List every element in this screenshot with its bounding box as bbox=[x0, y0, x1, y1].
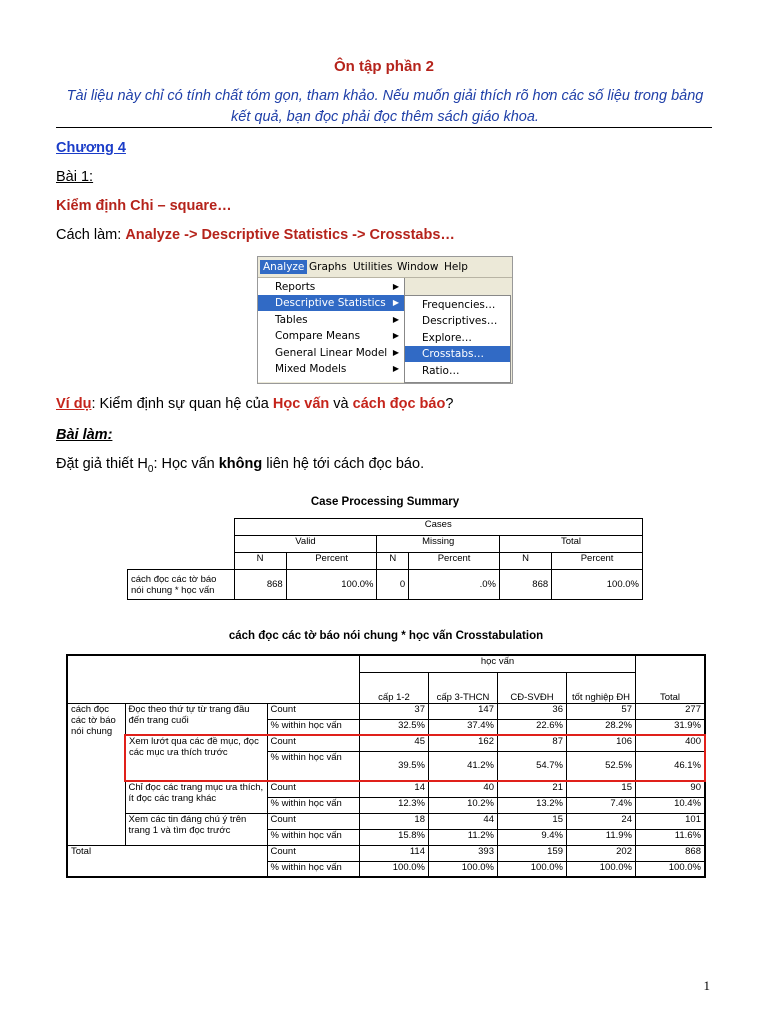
summary-caption: Case Processing Summary bbox=[310, 496, 460, 508]
table-cell: 202 bbox=[567, 845, 636, 861]
howto-label: Cách làm: bbox=[56, 227, 126, 243]
table-cell: cách đọc các tờ báo nói chung * học vấn bbox=[128, 570, 235, 600]
arrow-right-icon: ▶ bbox=[392, 331, 399, 340]
menu-graphs[interactable]: Graphs bbox=[309, 261, 347, 273]
table-cell: % within học vấn bbox=[267, 719, 360, 735]
table-cell: 12.3% bbox=[360, 797, 429, 813]
table-cell: Đọc theo thứ tự từ trang đầu đến trang cuối bbox=[125, 703, 267, 735]
submenu-descriptives[interactable]: Descriptives… bbox=[422, 315, 498, 327]
table-cell: % within học vấn bbox=[267, 829, 360, 845]
table-row bbox=[67, 703, 705, 719]
table-cell: 100.0% bbox=[429, 861, 498, 877]
table-cell: Count bbox=[267, 845, 360, 861]
table-cell: cấp 1-2 bbox=[360, 672, 429, 703]
table-cell: % within học vấn bbox=[267, 797, 360, 813]
table-cell: CĐ-SVĐH bbox=[498, 672, 567, 703]
table-cell: cấp 3-THCN bbox=[429, 672, 498, 703]
table-cell: 7.4% bbox=[567, 797, 636, 813]
hypothesis-line: Đặt giả thiết $H_0$: Học vấn không liên hệ tới cách đọc báo. bbox=[56, 456, 425, 475]
table-cell: % within học vấn bbox=[267, 861, 360, 877]
table-cell: Count bbox=[267, 781, 360, 797]
table-cell: N bbox=[377, 553, 409, 570]
table-cell: Count bbox=[267, 813, 360, 829]
menu-analyze[interactable]: Analyze bbox=[260, 260, 307, 274]
table-cell: 277 bbox=[636, 703, 706, 719]
table-cell: Percent bbox=[552, 553, 643, 570]
arrow-right-icon: ▶ bbox=[392, 282, 399, 291]
table-cell: Chỉ đọc các trang mục ưa thích, ít đọc các trang khác bbox=[125, 781, 267, 813]
table-cell: 18 bbox=[360, 813, 429, 829]
arrow-right-icon: ▶ bbox=[392, 298, 399, 307]
table-cell: 100.0% bbox=[552, 570, 643, 600]
analyze-dropdown bbox=[258, 278, 405, 382]
table-cell: 100.0% bbox=[567, 861, 636, 877]
table-cell: 24 bbox=[567, 813, 636, 829]
table-cell: học vấn bbox=[360, 655, 636, 672]
table-cell: Missing bbox=[377, 536, 499, 553]
table-cell: Xem các tin đáng chú ý trên trang 1 và tìm đọc trước bbox=[125, 813, 267, 845]
table-cell: Total bbox=[636, 655, 706, 703]
table-cell: 15 bbox=[498, 813, 567, 829]
table-cell: Percent bbox=[286, 553, 377, 570]
table-cell bbox=[67, 655, 360, 703]
table-cell: 52.5% bbox=[567, 751, 636, 781]
example-line: Ví dụ: Kiểm định sự quan hệ của Học vấn và cách đọc báo? bbox=[56, 396, 454, 412]
table-row bbox=[67, 735, 705, 751]
table-cell: 57 bbox=[567, 703, 636, 719]
lesson-heading: Bài 1: bbox=[56, 169, 94, 185]
table-cell: N bbox=[499, 553, 551, 570]
table-cell: Total bbox=[499, 536, 642, 553]
arrow-right-icon: ▶ bbox=[392, 315, 399, 324]
crosstab-table bbox=[66, 654, 706, 878]
table-row bbox=[128, 570, 643, 600]
table-cell: 868 bbox=[499, 570, 551, 600]
table-row bbox=[67, 845, 705, 861]
table-cell: 100.0% bbox=[360, 861, 429, 877]
arrow-right-icon: ▶ bbox=[392, 364, 399, 373]
table-cell: 868 bbox=[636, 845, 706, 861]
table-cell: 37.4% bbox=[429, 719, 498, 735]
solution-label: Bài làm: bbox=[56, 427, 113, 443]
table-cell: 40 bbox=[429, 781, 498, 797]
table-cell: cách đọc các tờ báo nói chung bbox=[67, 703, 125, 845]
table-cell: Cases bbox=[234, 519, 643, 536]
table-cell: 15.8% bbox=[360, 829, 429, 845]
table-cell: 162 bbox=[429, 735, 498, 751]
table-cell: 36 bbox=[498, 703, 567, 719]
table-cell: 45 bbox=[360, 735, 429, 751]
menu-item-reports[interactable]: Reports ▶ bbox=[275, 281, 399, 293]
table-cell: 0 bbox=[377, 570, 409, 600]
case-processing-table bbox=[127, 518, 643, 600]
menu-item-descriptive-statistics[interactable]: Descriptive Statistics ▶ bbox=[258, 295, 404, 311]
table-cell: 41.2% bbox=[429, 751, 498, 781]
table-cell: Xem lướt qua các đề mục, đọc các mục ưa thích trước bbox=[125, 735, 267, 781]
chapter-heading: Chương 4 bbox=[56, 140, 126, 156]
submenu-explore[interactable]: Explore… bbox=[422, 332, 472, 344]
table-cell: 100.0% bbox=[498, 861, 567, 877]
howto-line bbox=[56, 227, 455, 243]
table-cell: Valid bbox=[234, 536, 377, 553]
table-cell: % within học vấn bbox=[267, 751, 360, 781]
menu-item-tables[interactable]: Tables ▶ bbox=[275, 314, 399, 326]
page-number: 1 bbox=[703, 978, 710, 993]
table-cell: 90 bbox=[636, 781, 706, 797]
table-cell: 87 bbox=[498, 735, 567, 751]
page-title: Ôn tập phần 2 bbox=[333, 58, 434, 75]
table-cell: 400 bbox=[636, 735, 706, 751]
submenu-ratio[interactable]: Ratio… bbox=[422, 365, 460, 377]
intro-text: Tài liệu này chỉ có tính chất tóm gọn, tham khảo. Nếu muốn giải thích rõ hơn các số liệu trong bảng kết quả, bạn đọc phải đọc thêm sách giáo khoa. bbox=[66, 88, 704, 125]
table-cell: 28.2% bbox=[567, 719, 636, 735]
table-cell: 37 bbox=[360, 703, 429, 719]
submenu-crosstabs[interactable]: Crosstabs… bbox=[405, 346, 510, 362]
table-cell: 393 bbox=[429, 845, 498, 861]
table-cell: 21 bbox=[498, 781, 567, 797]
table-cell: 11.2% bbox=[429, 829, 498, 845]
table-cell: 106 bbox=[567, 735, 636, 751]
arrow-right-icon: ▶ bbox=[392, 348, 399, 357]
descriptive-submenu bbox=[404, 295, 511, 383]
menu-item-general-linear-model[interactable]: General Linear Model ▶ bbox=[275, 347, 399, 359]
table-cell: 100.0% bbox=[636, 861, 706, 877]
table-cell: 10.2% bbox=[429, 797, 498, 813]
table-row bbox=[128, 519, 643, 536]
table-cell: 11.9% bbox=[567, 829, 636, 845]
table-cell: 54.7% bbox=[498, 751, 567, 781]
menu-bar bbox=[258, 257, 512, 278]
submenu-frequencies[interactable]: Frequencies… bbox=[422, 299, 496, 311]
howto-path: Analyze -> Descriptive Statistics -> Crosstabs… bbox=[125, 227, 455, 243]
table-cell: 31.9% bbox=[636, 719, 706, 735]
menu-utilities[interactable]: Utilities bbox=[353, 261, 393, 273]
table-cell: 11.6% bbox=[636, 829, 706, 845]
table-cell bbox=[128, 519, 235, 570]
menu-window[interactable]: Window bbox=[397, 261, 439, 273]
table-cell: Count bbox=[267, 735, 360, 751]
table-cell: 101 bbox=[636, 813, 706, 829]
table-cell: 100.0% bbox=[286, 570, 377, 600]
table-cell: 15 bbox=[567, 781, 636, 797]
table-cell: 10.4% bbox=[636, 797, 706, 813]
table-cell: 159 bbox=[498, 845, 567, 861]
table-row bbox=[67, 781, 705, 797]
divider bbox=[56, 127, 712, 128]
table-row bbox=[67, 813, 705, 829]
table-cell: 46.1% bbox=[636, 751, 706, 781]
table-cell: 22.6% bbox=[498, 719, 567, 735]
table-cell: 9.4% bbox=[498, 829, 567, 845]
table-cell: tốt nghiệp ĐH bbox=[567, 672, 636, 703]
spss-menu-screenshot bbox=[257, 256, 513, 384]
table-cell: 868 bbox=[234, 570, 286, 600]
table-cell: 39.5% bbox=[360, 751, 429, 781]
table-cell: Total bbox=[67, 845, 267, 877]
menu-item-compare-means[interactable]: Compare Means ▶ bbox=[275, 330, 399, 342]
test-title: Kiểm định Chi – square… bbox=[56, 198, 232, 214]
crosstab-caption: cách đọc các tờ báo nói chung * học vấn Crosstabulation bbox=[228, 630, 544, 642]
table-cell: 44 bbox=[429, 813, 498, 829]
table-cell: .0% bbox=[409, 570, 500, 600]
table-cell: Count bbox=[267, 703, 360, 719]
table-cell: 13.2% bbox=[498, 797, 567, 813]
table-cell: Percent bbox=[409, 553, 500, 570]
table-cell: 114 bbox=[360, 845, 429, 861]
table-cell: 147 bbox=[429, 703, 498, 719]
table-row bbox=[67, 655, 705, 672]
table-cell: 32.5% bbox=[360, 719, 429, 735]
table-cell: N bbox=[234, 553, 286, 570]
table-cell: 14 bbox=[360, 781, 429, 797]
menu-item-mixed-models[interactable]: Mixed Models ▶ bbox=[275, 363, 399, 375]
menu-help[interactable]: Help bbox=[444, 261, 468, 273]
